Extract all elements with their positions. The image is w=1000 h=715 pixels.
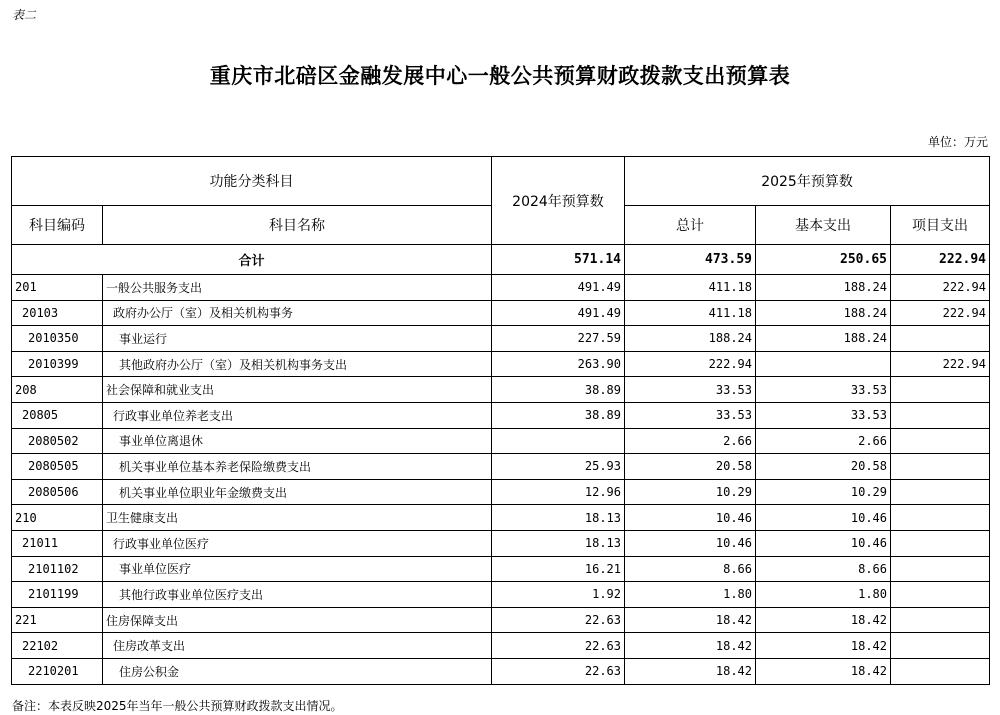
row-project-2025	[891, 454, 990, 480]
row-basic-2025: 18.42	[756, 633, 891, 659]
total-header: 总计	[625, 206, 756, 245]
row-budget-2024: 263.90	[492, 351, 625, 377]
row-code: 2010399	[12, 351, 103, 377]
row-name: 机关事业单位职业年金缴费支出	[103, 479, 492, 505]
table-row	[12, 530, 990, 556]
project-header: 项目支出	[891, 206, 990, 245]
row-basic-2025: 8.66	[756, 556, 891, 582]
row-code: 2080506	[12, 479, 103, 505]
row-basic-2025: 188.24	[756, 300, 891, 326]
row-basic-2025: 188.24	[756, 275, 891, 301]
basic-header: 基本支出	[756, 206, 891, 245]
row-code: 2080505	[12, 454, 103, 480]
row-project-2025	[891, 658, 990, 684]
row-total-2025: 8.66	[625, 556, 756, 582]
row-project-2025: 222.94	[891, 275, 990, 301]
header-row-1	[12, 157, 990, 206]
row-basic-2025: 20.58	[756, 454, 891, 480]
row-total-2025: 10.46	[625, 505, 756, 531]
row-basic-2025: 1.80	[756, 582, 891, 608]
row-project-2025	[891, 505, 990, 531]
row-name: 行政事业单位养老支出	[103, 402, 492, 428]
row-code: 2101199	[12, 582, 103, 608]
row-code: 2010350	[12, 326, 103, 352]
row-name: 其他政府办公厅（室）及相关机构事务支出	[103, 351, 492, 377]
row-project-2025	[891, 402, 990, 428]
row-name: 机关事业单位基本养老保险缴费支出	[103, 454, 492, 480]
row-name: 政府办公厅（室）及相关机构事务	[103, 300, 492, 326]
table-row	[12, 633, 990, 659]
table-row	[12, 454, 990, 480]
row-budget-2024: 12.96	[492, 479, 625, 505]
row-project-2025	[891, 556, 990, 582]
table-number-label: 表二	[12, 8, 37, 22]
table-row	[12, 582, 990, 608]
unit-label: 单位：万元	[927, 135, 988, 149]
row-budget-2024: 38.89	[492, 377, 625, 403]
row-total-2025: 1.80	[625, 582, 756, 608]
row-basic-2025: 10.46	[756, 505, 891, 531]
row-code: 21011	[12, 530, 103, 556]
row-name: 其他行政事业单位医疗支出	[103, 582, 492, 608]
row-budget-2024: 16.21	[492, 556, 625, 582]
total-label: 合计	[12, 245, 492, 275]
row-basic-2025: 10.46	[756, 530, 891, 556]
footnote: 备注：本表反映2025年当年一般公共预算财政拨款支出情况。	[12, 699, 343, 713]
row-total-2025: 18.42	[625, 633, 756, 659]
row-project-2025	[891, 633, 990, 659]
row-project-2025: 222.94	[891, 300, 990, 326]
budget-table	[11, 156, 990, 685]
row-total-2025: 10.29	[625, 479, 756, 505]
name-header: 科目名称	[103, 206, 492, 245]
row-code: 20103	[12, 300, 103, 326]
row-budget-2024: 22.63	[492, 607, 625, 633]
row-project-2025	[891, 582, 990, 608]
func-class-header: 功能分类科目	[12, 157, 492, 206]
table-row	[12, 607, 990, 633]
table-row	[12, 428, 990, 454]
row-budget-2024: 1.92	[492, 582, 625, 608]
budget-2025-header: 2025年预算数	[625, 157, 990, 206]
total-row	[12, 245, 990, 275]
row-name: 住房改革支出	[103, 633, 492, 659]
row-code: 20805	[12, 402, 103, 428]
row-basic-2025	[756, 351, 891, 377]
total-total: 473.59	[625, 245, 756, 275]
row-basic-2025: 18.42	[756, 607, 891, 633]
table-row	[12, 556, 990, 582]
page-title: 重庆市北碚区金融发展中心一般公共预算财政拨款支出预算表	[209, 63, 791, 88]
row-basic-2025: 33.53	[756, 377, 891, 403]
row-total-2025: 33.53	[625, 402, 756, 428]
row-name: 事业运行	[103, 326, 492, 352]
table-row	[12, 658, 990, 684]
row-budget-2024: 491.49	[492, 300, 625, 326]
table-row	[12, 300, 990, 326]
row-total-2025: 18.42	[625, 607, 756, 633]
row-project-2025: 222.94	[891, 351, 990, 377]
row-total-2025: 188.24	[625, 326, 756, 352]
row-budget-2024: 491.49	[492, 275, 625, 301]
row-name: 社会保障和就业支出	[103, 377, 492, 403]
row-budget-2024: 18.13	[492, 505, 625, 531]
row-total-2025: 20.58	[625, 454, 756, 480]
row-name: 一般公共服务支出	[103, 275, 492, 301]
row-budget-2024: 227.59	[492, 326, 625, 352]
row-total-2025: 2.66	[625, 428, 756, 454]
row-total-2025: 222.94	[625, 351, 756, 377]
row-budget-2024	[492, 428, 625, 454]
row-total-2025: 411.18	[625, 300, 756, 326]
row-code: 210	[12, 505, 103, 531]
total-b2024: 571.14	[492, 245, 625, 275]
row-name: 卫生健康支出	[103, 505, 492, 531]
row-basic-2025: 10.29	[756, 479, 891, 505]
row-budget-2024: 22.63	[492, 633, 625, 659]
row-budget-2024: 22.63	[492, 658, 625, 684]
row-budget-2024: 38.89	[492, 402, 625, 428]
row-total-2025: 411.18	[625, 275, 756, 301]
row-project-2025	[891, 479, 990, 505]
row-total-2025: 10.46	[625, 530, 756, 556]
row-basic-2025: 18.42	[756, 658, 891, 684]
row-code: 201	[12, 275, 103, 301]
row-name: 事业单位医疗	[103, 556, 492, 582]
row-name: 事业单位离退休	[103, 428, 492, 454]
total-project: 222.94	[891, 245, 990, 275]
code-header: 科目编码	[12, 206, 103, 245]
row-code: 221	[12, 607, 103, 633]
row-basic-2025: 188.24	[756, 326, 891, 352]
row-code: 2101102	[12, 556, 103, 582]
row-budget-2024: 25.93	[492, 454, 625, 480]
row-name: 住房保障支出	[103, 607, 492, 633]
row-project-2025	[891, 607, 990, 633]
row-basic-2025: 2.66	[756, 428, 891, 454]
row-code: 208	[12, 377, 103, 403]
table-row	[12, 479, 990, 505]
row-project-2025	[891, 377, 990, 403]
row-code: 2210201	[12, 658, 103, 684]
row-project-2025	[891, 326, 990, 352]
row-budget-2024: 18.13	[492, 530, 625, 556]
table-row	[12, 505, 990, 531]
table-row	[12, 275, 990, 301]
row-total-2025: 18.42	[625, 658, 756, 684]
row-code: 2080502	[12, 428, 103, 454]
total-basic: 250.65	[756, 245, 891, 275]
budget-2024-header: 2024年预算数	[492, 157, 625, 245]
row-project-2025	[891, 428, 990, 454]
table-row	[12, 402, 990, 428]
table-row	[12, 377, 990, 403]
row-name: 住房公积金	[103, 658, 492, 684]
row-name: 行政事业单位医疗	[103, 530, 492, 556]
row-basic-2025: 33.53	[756, 402, 891, 428]
row-total-2025: 33.53	[625, 377, 756, 403]
table-row	[12, 351, 990, 377]
row-project-2025	[891, 530, 990, 556]
table-row	[12, 326, 990, 352]
row-code: 22102	[12, 633, 103, 659]
